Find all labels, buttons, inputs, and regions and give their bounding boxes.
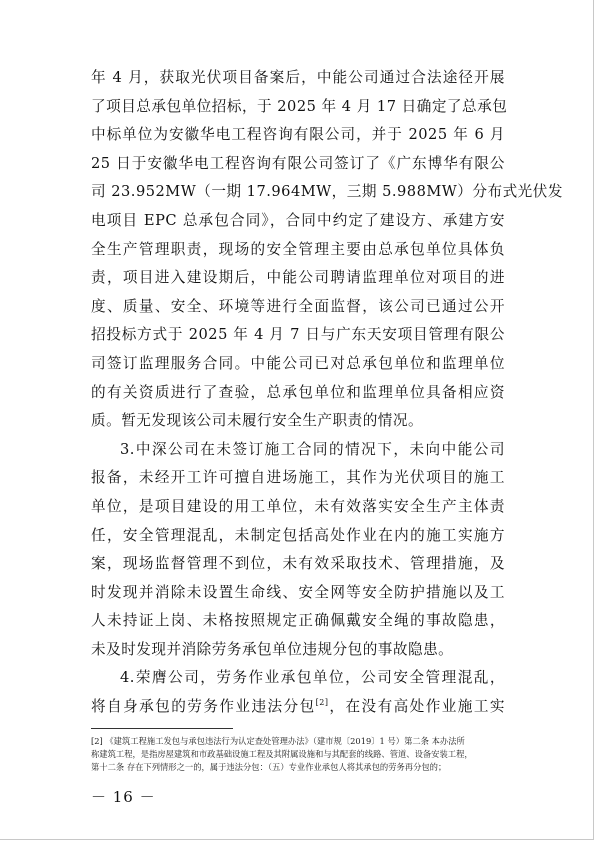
footnotes [91, 735, 511, 774]
text-line: 报备，未经开工许可擅自进场施工，其作为光伏项目的施工 [91, 469, 505, 487]
body-text [91, 64, 563, 722]
text-line: 司 23.952MW（一期 17.964MW，三期 5.988MW）分布式光伏发 [91, 183, 563, 201]
footnote-line: [2] 《建筑工程施工发包与承包违法行为认定查处管理办法》（建市规〔2019〕1 号）第二条 本办法所 [91, 736, 465, 746]
text-span: 将自身承包的劳务作业违法分包 [91, 698, 316, 716]
text-line: 司签订监理服务合同。中能公司已对总承包单位和监理单位 [91, 354, 505, 372]
footnote-reference[interactable]: [2] [315, 698, 329, 708]
text-line: 未及时发现并消除劳务承包单位违规分包的事故隐患。 [91, 640, 454, 658]
text-line: 中标单位为安徽华电工程咨询有限公司，并于 2025 年 6 月 [91, 126, 505, 144]
text-line: 责，项目进入建设期后，中能公司聘请监理单位对项目的进 [91, 269, 505, 287]
text-line: 案，现场监督管理不到位，未有效采取技术、管理措施，及 [91, 555, 505, 573]
text-line: 任，安全管理混乱，未制定包括高处作业在内的施工实施方 [91, 526, 505, 544]
text-line: 3.中深公司在未签订施工合同的情况下，未向中能公司 [120, 440, 505, 458]
footnote-line: 称建筑工程，是指房屋建筑和市政基础设施工程及其附属设施和与其配套的线路、管道、设备安装工程， [91, 749, 473, 759]
text-line: 人未持证上岗、未格按照规定正确佩戴安全绳的事故隐患， [91, 612, 505, 630]
text-line: 4.荣膺公司，劳务作业承包单位，公司安全管理混乱， [120, 669, 505, 687]
text-line: 时发现并消除未设置生命线、安全网等安全防护措施以及工 [91, 583, 505, 601]
text-line: 年 4 月，获取光伏项目备案后，中能公司通过合法途径开展 [91, 69, 505, 86]
text-line: 25 日于安徽华电工程咨询有限公司签订了《广东博华有限公 [91, 154, 505, 172]
text-line: 的有关资质进行了查验，总承包单位和监理单位具备相应资 [91, 383, 505, 401]
text-line: 电项目 EPC 总承包合同》，合同中约定了建设方、承建方安 [91, 211, 505, 229]
text-line: 招投标方式于 2025 年 4 月 7 日与广东天安项目管理有限公 [91, 326, 505, 344]
text-line: 了项目总承包单位招标，于 2025 年 4 月 17 日确定了总承包 [91, 97, 508, 115]
text-span: ，在没有高处作业施工实 [328, 698, 505, 716]
footnote-separator [91, 728, 233, 729]
page-number: － 16 － [91, 788, 156, 806]
text-line: 单位，是项目建设的用工单位，未有效落实安全生产主体责 [91, 497, 505, 515]
footnote-line: 第十二条 存在下列情形之一的，属于违法分包：（五）专业作业承包人将其承包的劳务再分包的； [91, 762, 447, 772]
text-line: 度、质量、安全、环境等进行全面监督，该公司已通过公开 [91, 297, 505, 315]
text-line: 全生产管理职责，现场的安全管理主要由总承包单位具体负 [91, 240, 505, 258]
text-line [91, 693, 505, 722]
text-line: 质。暂无发现该公司未履行安全生产职责的情况。 [91, 412, 424, 430]
